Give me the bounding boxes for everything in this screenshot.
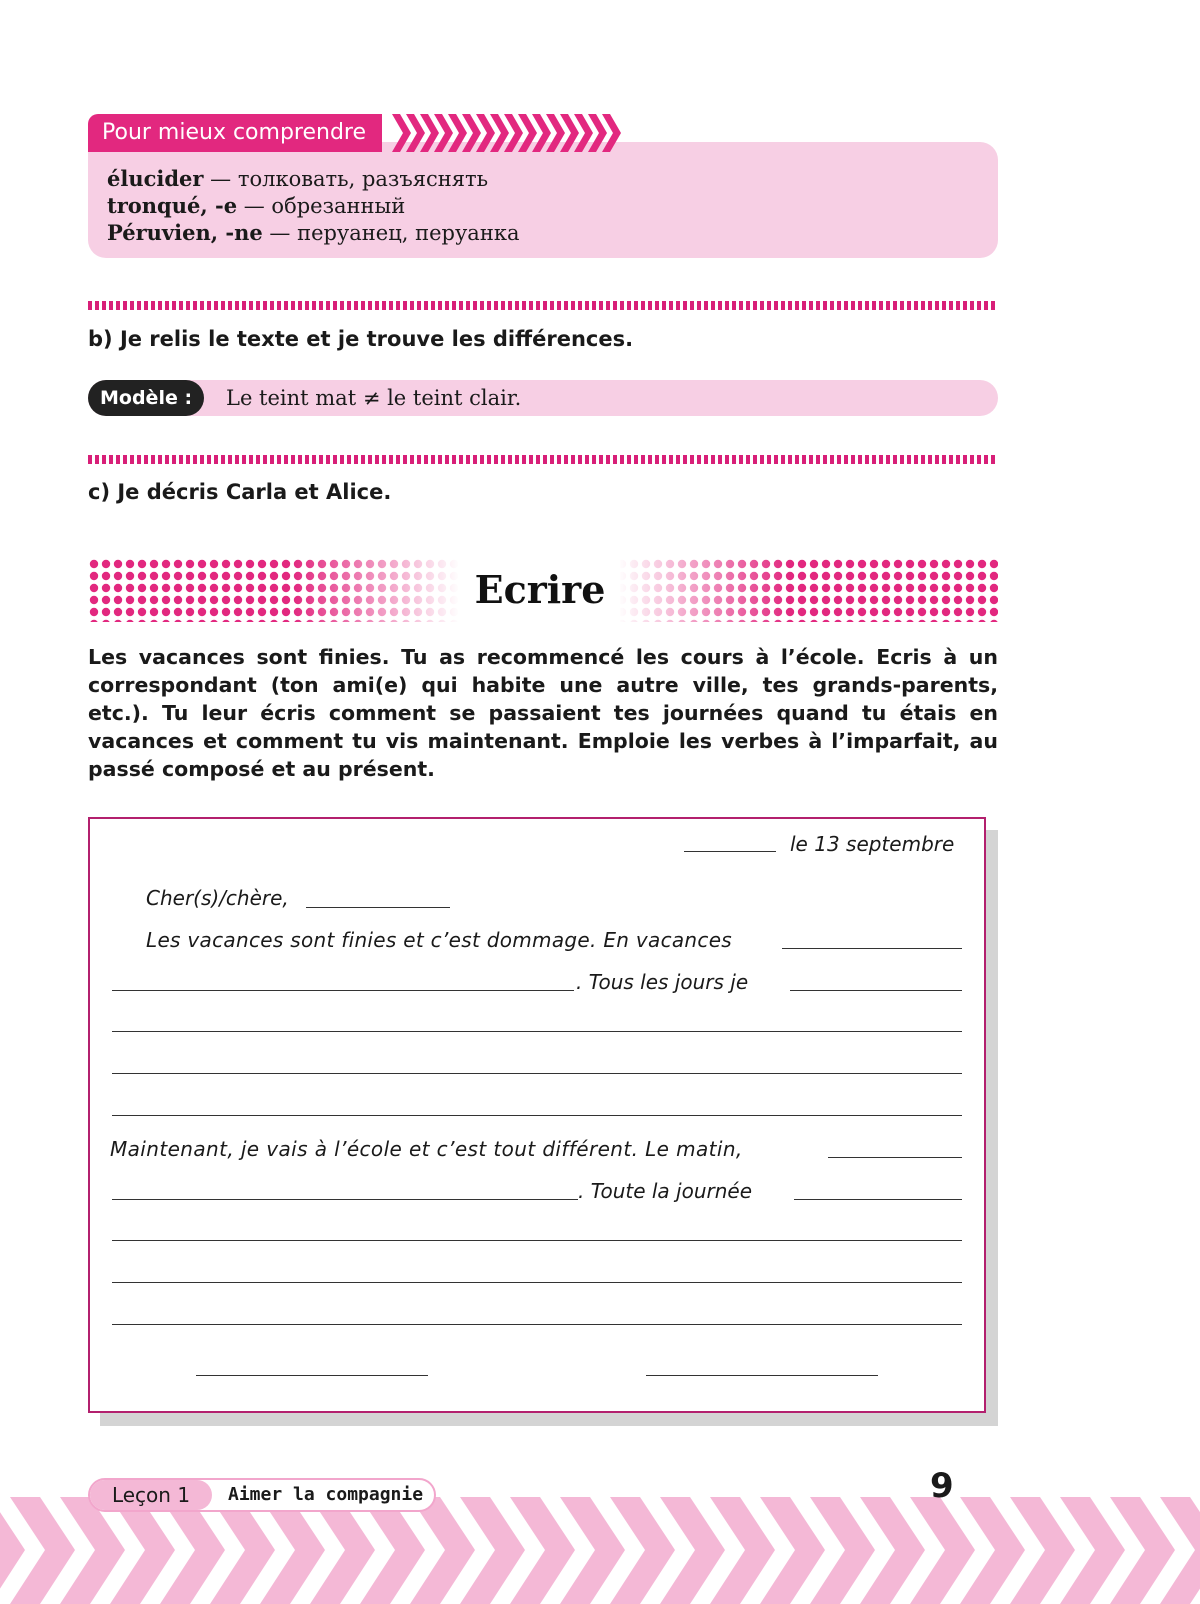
write-line[interactable] [112, 1199, 578, 1200]
write-line[interactable] [306, 907, 450, 908]
letter-line-3: Maintenant, je vais à l’école et c’est tout différent. Le matin, [110, 1137, 743, 1161]
section-title: Ecrire [460, 558, 620, 622]
model-example-text: Le teint mat ≠ le teint clair. [226, 386, 522, 410]
letter-line-4: . Toute la journée [578, 1179, 753, 1203]
letter-line-1: Les vacances sont finies et c’est dommage. En vacances [146, 928, 733, 952]
chevron-decoration-icon [392, 114, 624, 152]
vocab-entry: tronqué, -e — обрезанный [107, 193, 406, 218]
letter-line-2: . Tous les jours je [576, 970, 749, 994]
write-line[interactable] [112, 1282, 962, 1283]
vocab-entry: élucider — толковать, разъяснять [107, 166, 489, 191]
dotted-divider [88, 301, 998, 310]
letter-greeting: Cher(s)/chère, [146, 886, 289, 910]
model-example-bar [88, 380, 998, 416]
vocab-title: Pour mieux comprendre [88, 114, 382, 152]
writing-instructions: Les vacances sont finies. Tu as recommencé les cours à l’école. Ecris à un correspondant (ton ami(e) qui habite une autre ville, tes grands-parents, etc.). Tu leur écris comment se passaient tes journées quand tu étais en vacances et comment tu vis maintenant. Emploie les verbes à l’imparfait, au passé composé et au présent. [88, 645, 998, 781]
write-line[interactable] [112, 1240, 962, 1241]
model-label: Modèle : [88, 380, 204, 416]
letter-date: le 13 septembre [790, 832, 955, 856]
vocab-entry: Péruvien, -ne — перуанец, перуанка [107, 220, 520, 245]
lesson-number: Leçon 1 [90, 1480, 212, 1510]
write-line[interactable] [112, 1073, 962, 1074]
write-line[interactable] [794, 1199, 962, 1200]
lesson-title: Aimer la compagnie [228, 1484, 424, 1505]
chevron-footer-icon [0, 1497, 1200, 1604]
write-line[interactable] [828, 1157, 962, 1158]
task-b-heading: b) Je relis le texte et je trouve les différences. [88, 327, 634, 351]
write-line[interactable] [782, 948, 962, 949]
signature-line[interactable] [646, 1375, 878, 1376]
write-line[interactable] [684, 851, 776, 852]
write-line[interactable] [112, 1115, 962, 1116]
closing-line[interactable] [196, 1375, 428, 1376]
write-line[interactable] [112, 1324, 962, 1325]
write-line[interactable] [112, 1031, 962, 1032]
task-c-heading: c) Je décris Carla et Alice. [88, 480, 392, 504]
dotted-divider [88, 455, 998, 464]
write-line[interactable] [790, 990, 962, 991]
write-line[interactable] [112, 990, 574, 991]
page-number: 9 [930, 1466, 954, 1506]
